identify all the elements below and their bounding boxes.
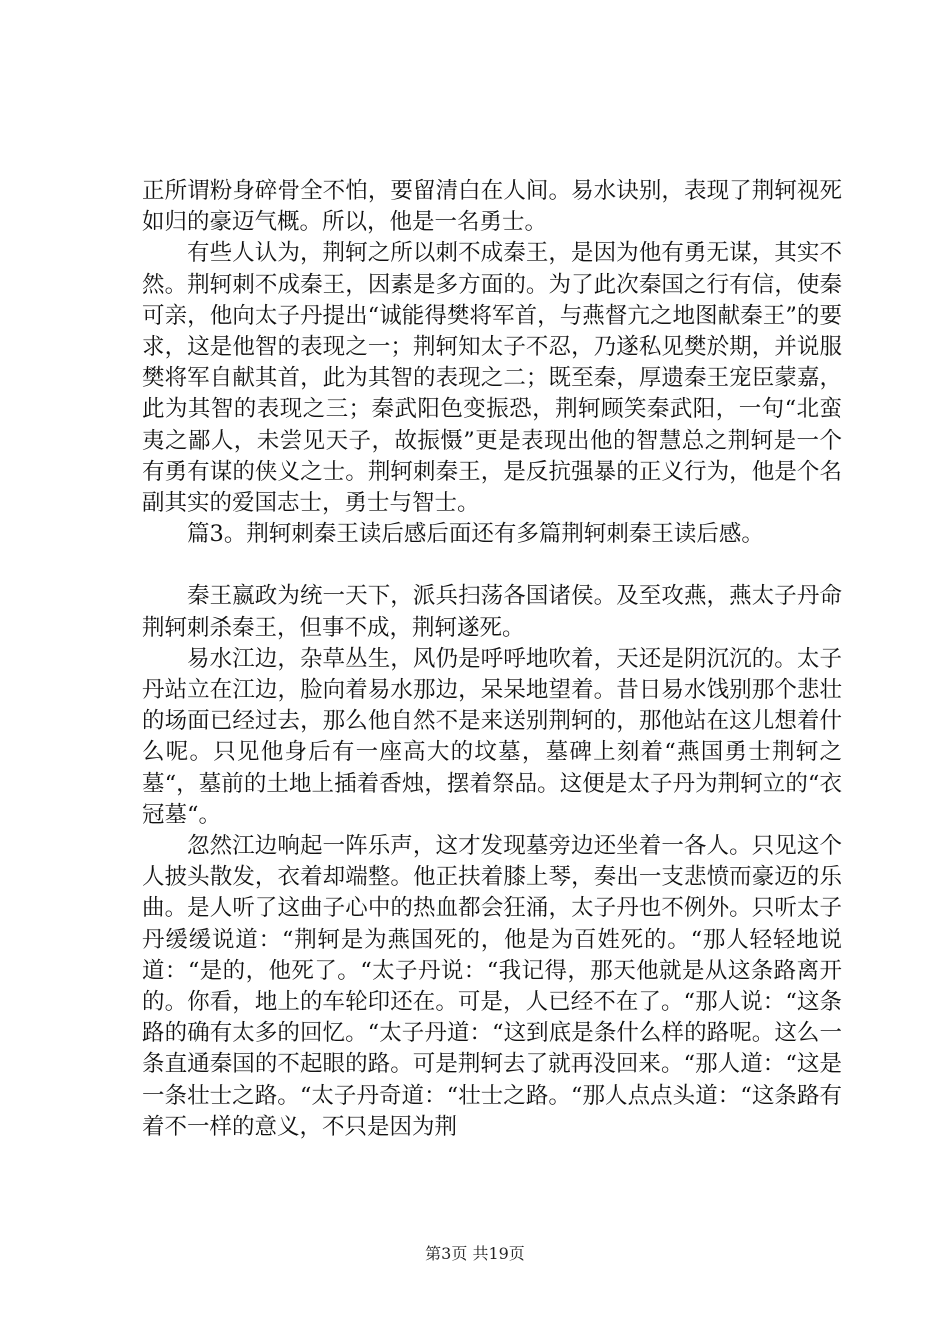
paragraph-1: 正所谓粉身碎骨全不怕，要留清白在人间。易水诀别，表现了荆轲视死如归的豪迈气概。所以，他是一名勇士。 bbox=[142, 178, 842, 236]
section-heading: 篇3。荆轲刺秦王读后感后面还有多篇荆轲刺秦王读后感。 bbox=[187, 521, 764, 548]
paragraph-6: 忽然江边响起一阵乐声，这才发现墓旁边还坐着一各人。只见这个人披头散发，衣着却端整。他正扶着膝上琴，奏出一支悲愤而豪迈的乐曲。是人听了这曲子心中的热血都会狂涌，太子丹也不例外。只听太子丹缓缓说道：“荆轲是为燕国死的，他是为百姓死的。“那人轻轻地说道：“是的，他死了。“太子丹说：“我记得，那天他就是从这条路离开的。你看，地上的车轮印还在。可是，人已经不在了。“那人说：“这条路的确有太多的回忆。“太子丹道：“这到底是条什么样的路呢。这么一条直通秦国的不起眼的路。可是荆轲去了就再没回来。“那人道：“这是一条壮士之路。“太子丹奇道：“壮士之路。“那人点点头道：“这条路有着不一样的意义，不只是因为荆 bbox=[142, 833, 842, 1140]
paragraph-4: 秦王嬴政为统一天下，派兵扫荡各国诸侯。及至攻燕，燕太子丹命荆轲刺杀秦王，但事不成，荆轲遂死。 bbox=[142, 583, 842, 641]
page-number-footer: 第3页 共19页 bbox=[425, 1244, 525, 1263]
paragraph-2: 有些人认为，荆轲之所以刺不成秦王，是因为他有勇无谋，其实不然。荆轲刺不成秦王，因素是多方面的。为了此次秦国之行有信，使秦可亲，他向太子丹提出“诚能得樊将军首，与燕督亢之地图献秦王”的要求，这是他智的表现之一；荆轲知太子不忍，乃遂私见樊於期，并说服樊将军自献其首，此为其智的表现之二；既至秦，厚遗秦王宠臣蒙嘉，此为其智的表现之三；秦武阳色变振恐，荆轲顾笑秦武阳，一句“北蛮夷之鄙人，未尝见天子，故振慑”更是表现出他的智慧总之荆轲是一个有勇有谋的侠义之士。荆轲刺秦王，是反抗强暴的正义行为，他是个名副其实的爱国志士，勇士与智士。 bbox=[142, 240, 842, 517]
paragraph-5: 易水江边，杂草丛生，风仍是呼呼地吹着，天还是阴沉沉的。太子丹站立在江边，脸向着易水那边，呆呆地望着。昔日易水饯别那个悲壮的场面已经过去，那么他自然不是来送别荆轲的，那他站在这儿想着什么呢。只见他身后有一座高大的坟墓，墓碑上刻着“燕国勇士荆轲之墓“，墓前的土地上插着香烛，摆着祭品。这便是太子丹为荆轲立的“衣冠墓“。 bbox=[142, 645, 842, 828]
document-body bbox=[142, 176, 842, 1143]
